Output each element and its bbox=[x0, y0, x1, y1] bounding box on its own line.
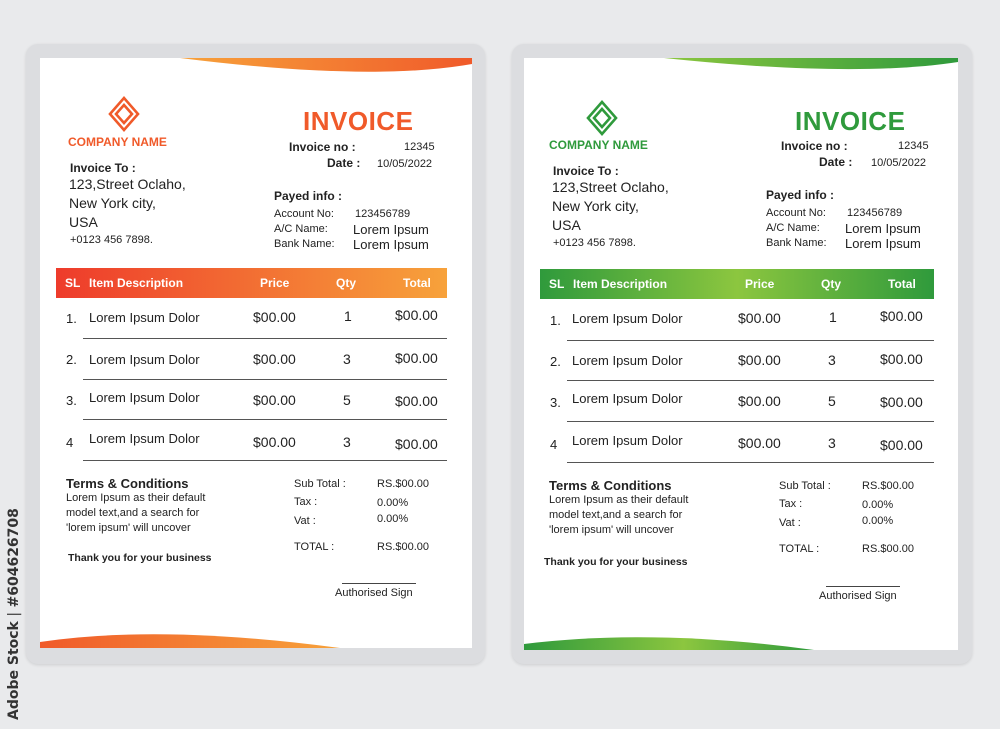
date-label: Date : bbox=[819, 155, 853, 169]
invoice-no-label: Invoice no : bbox=[289, 140, 356, 154]
row-number: 3. bbox=[550, 395, 561, 410]
bottom-wave-decoration bbox=[524, 632, 958, 650]
row-divider bbox=[83, 338, 447, 339]
invoice-to-label: Invoice To : bbox=[553, 164, 619, 178]
subtotal-label: Sub Total : bbox=[779, 480, 831, 492]
ac-name-label: A/C Name: bbox=[766, 222, 820, 234]
company-logo-icon bbox=[106, 96, 142, 132]
header-description: Item Description bbox=[573, 277, 668, 291]
subtotal-value: RS.$00.00 bbox=[377, 478, 429, 490]
account-no-value: 123456789 bbox=[355, 208, 411, 220]
terms-line-3: 'lorem ipsum' will uncover bbox=[549, 524, 674, 536]
date-label: Date : bbox=[327, 156, 361, 170]
tax-value: 0.00% bbox=[377, 497, 409, 509]
row-price: $00.00 bbox=[738, 352, 781, 368]
row-number: 1. bbox=[66, 311, 77, 326]
row-total: $00.00 bbox=[880, 394, 923, 410]
address-line-2: New York city, bbox=[69, 195, 156, 211]
ac-name-label: A/C Name: bbox=[274, 223, 328, 235]
total-value: RS.$00.00 bbox=[862, 543, 914, 555]
date-value: 10/05/2022 bbox=[377, 158, 433, 170]
company-logo-icon bbox=[584, 100, 620, 136]
company-name: COMPANY NAME bbox=[68, 135, 167, 149]
terms-title: Terms & Conditions bbox=[549, 478, 672, 493]
ac-name-value: Lorem Ipsum bbox=[353, 222, 429, 237]
row-description: Lorem Ipsum Dolor bbox=[572, 311, 683, 326]
invoice-no-value: 12345 bbox=[404, 141, 435, 153]
row-divider bbox=[83, 379, 447, 380]
row-divider bbox=[83, 419, 447, 420]
row-number: 2. bbox=[66, 352, 77, 367]
total-label: TOTAL : bbox=[779, 543, 820, 555]
row-total: $00.00 bbox=[395, 436, 438, 452]
bank-name-label: Bank Name: bbox=[766, 237, 827, 249]
row-qty: 5 bbox=[343, 392, 351, 408]
row-price: $00.00 bbox=[253, 434, 296, 450]
invoice-to-label: Invoice To : bbox=[70, 161, 136, 175]
payed-info-label: Payed info : bbox=[766, 188, 835, 202]
row-description: Lorem Ipsum Dolor bbox=[89, 310, 200, 325]
signature-line bbox=[342, 583, 416, 584]
address-line-1: 123,Street Oclaho, bbox=[552, 179, 669, 195]
tax-value: 0.00% bbox=[862, 499, 894, 511]
terms-line-2: model text,and a search for bbox=[549, 509, 683, 521]
row-total: $00.00 bbox=[395, 393, 438, 409]
invoice-page-orange bbox=[40, 58, 472, 648]
terms-line-1: Lorem Ipsum as their default bbox=[66, 492, 206, 504]
row-qty: 3 bbox=[343, 351, 351, 367]
payed-info-label: Payed info : bbox=[274, 189, 343, 203]
header-total: Total bbox=[403, 276, 431, 290]
terms-line-2: model text,and a search for bbox=[66, 507, 200, 519]
row-qty: 3 bbox=[828, 352, 836, 368]
vat-value: 0.00% bbox=[862, 515, 894, 527]
invoice-no-value: 12345 bbox=[898, 140, 929, 152]
row-price: $00.00 bbox=[738, 310, 781, 326]
bank-name-value: Lorem Ipsum bbox=[845, 236, 921, 251]
header-price: Price bbox=[260, 276, 290, 290]
stock-watermark-side bbox=[6, 508, 22, 720]
terms-title: Terms & Conditions bbox=[66, 476, 189, 491]
header-price: Price bbox=[745, 277, 775, 291]
address-line-2: New York city, bbox=[552, 198, 639, 214]
company-name: COMPANY NAME bbox=[549, 138, 648, 152]
row-number: 4 bbox=[66, 435, 74, 450]
row-price: $00.00 bbox=[253, 351, 296, 367]
vat-value: 0.00% bbox=[377, 513, 409, 525]
row-qty: 1 bbox=[829, 309, 837, 325]
thanks-text: Thank you for your business bbox=[68, 552, 212, 564]
stock-id: #604626708 bbox=[6, 508, 22, 608]
address-line-1: 123,Street Oclaho, bbox=[69, 176, 186, 192]
date-value: 10/05/2022 bbox=[871, 157, 927, 169]
stock-brand: Adobe Stock bbox=[6, 621, 22, 720]
subtotal-label: Sub Total : bbox=[294, 478, 346, 490]
row-description: Lorem Ipsum Dolor bbox=[89, 352, 200, 367]
terms-line-3: 'lorem ipsum' will uncover bbox=[66, 522, 191, 534]
phone: +0123 456 7898. bbox=[70, 234, 153, 246]
row-qty: 1 bbox=[344, 308, 352, 324]
row-price: $00.00 bbox=[253, 309, 296, 325]
header-qty: Qty bbox=[821, 277, 842, 291]
account-no-value: 123456789 bbox=[847, 207, 903, 219]
account-no-label: Account No: bbox=[274, 208, 334, 220]
row-divider bbox=[567, 421, 934, 422]
stock-separator: | bbox=[6, 611, 22, 617]
terms-line-1: Lorem Ipsum as their default bbox=[549, 494, 689, 506]
row-divider bbox=[567, 340, 934, 341]
row-price: $00.00 bbox=[738, 435, 781, 451]
authorised-sign-label: Authorised Sign bbox=[335, 587, 413, 599]
header-total: Total bbox=[888, 277, 916, 291]
header-sl: SL bbox=[65, 276, 81, 290]
row-description: Lorem Ipsum Dolor bbox=[572, 391, 683, 406]
row-qty: 3 bbox=[828, 435, 836, 451]
row-description: Lorem Ipsum Dolor bbox=[572, 353, 683, 368]
row-divider bbox=[83, 460, 447, 461]
total-label: TOTAL : bbox=[294, 541, 335, 553]
row-divider bbox=[567, 380, 934, 381]
row-number: 3. bbox=[66, 393, 77, 408]
signature-line bbox=[826, 586, 900, 587]
row-divider bbox=[567, 462, 934, 463]
phone: +0123 456 7898. bbox=[553, 237, 636, 249]
row-number: 1. bbox=[550, 313, 561, 328]
tax-label: Tax : bbox=[294, 496, 318, 508]
row-total: $00.00 bbox=[880, 437, 923, 453]
top-wave-decoration bbox=[40, 58, 472, 78]
subtotal-value: RS.$00.00 bbox=[862, 480, 914, 492]
header-sl: SL bbox=[549, 277, 565, 291]
address-line-3: USA bbox=[69, 214, 98, 230]
row-total: $00.00 bbox=[395, 350, 438, 366]
header-qty: Qty bbox=[336, 276, 357, 290]
row-total: $00.00 bbox=[395, 307, 438, 323]
row-number: 4 bbox=[550, 437, 558, 452]
account-no-label: Account No: bbox=[766, 207, 826, 219]
row-description: Lorem Ipsum Dolor bbox=[89, 390, 200, 405]
ac-name-value: Lorem Ipsum bbox=[845, 221, 921, 236]
bottom-wave-decoration bbox=[40, 628, 472, 648]
invoice-title: INVOICE bbox=[795, 106, 906, 136]
invoice-no-label: Invoice no : bbox=[781, 139, 848, 153]
row-price: $00.00 bbox=[253, 392, 296, 408]
row-qty: 5 bbox=[828, 393, 836, 409]
invoice-title: INVOICE bbox=[303, 106, 414, 136]
table-header bbox=[56, 268, 447, 298]
row-total: $00.00 bbox=[880, 351, 923, 367]
row-description: Lorem Ipsum Dolor bbox=[89, 431, 200, 446]
row-total: $00.00 bbox=[880, 308, 923, 324]
address-line-3: USA bbox=[552, 217, 581, 233]
header-description: Item Description bbox=[89, 276, 184, 290]
row-price: $00.00 bbox=[738, 393, 781, 409]
top-wave-decoration bbox=[524, 58, 958, 74]
bank-name-value: Lorem Ipsum bbox=[353, 237, 429, 252]
row-number: 2. bbox=[550, 354, 561, 369]
vat-label: Vat : bbox=[294, 515, 316, 527]
tax-label: Tax : bbox=[779, 498, 803, 510]
row-description: Lorem Ipsum Dolor bbox=[572, 433, 683, 448]
total-value: RS.$00.00 bbox=[377, 541, 429, 553]
bank-name-label: Bank Name: bbox=[274, 238, 335, 250]
table-header bbox=[540, 269, 934, 299]
row-qty: 3 bbox=[343, 434, 351, 450]
authorised-sign-label: Authorised Sign bbox=[819, 590, 897, 602]
vat-label: Vat : bbox=[779, 517, 801, 529]
thanks-text: Thank you for your business bbox=[544, 556, 688, 568]
invoice-page-green bbox=[524, 58, 958, 650]
